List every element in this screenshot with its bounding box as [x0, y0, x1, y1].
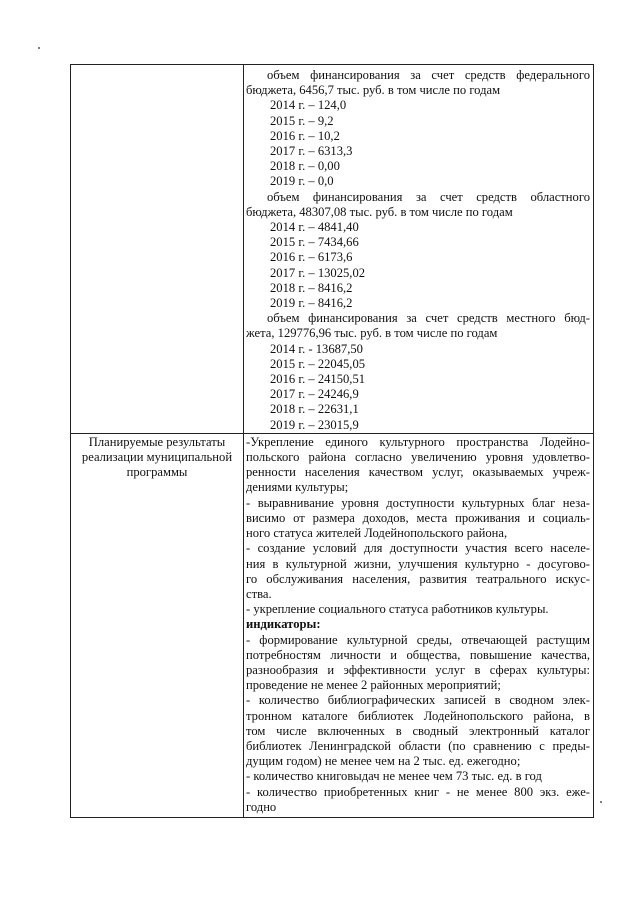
results-text-line: дущим годом) не менее чем на 2 тыс. ед. ежегодно; — [246, 754, 521, 769]
results-label — [71, 434, 243, 481]
results-label-cell — [71, 433, 244, 817]
funding-year-regional: 2016 г. – 6173,6 — [270, 250, 353, 265]
funding-year-regional: 2019 г. – 8416,2 — [270, 296, 353, 311]
results-text-line: тронном каталоге библиотек Лодейнопольского района, в — [246, 708, 590, 723]
funding-year-regional: 2018 г. – 8416,2 — [270, 280, 353, 295]
indicators-heading: индикаторы: — [246, 617, 321, 632]
funding-label-cell — [71, 65, 244, 434]
results-text-line: висимо от размера доходов, места проживания и социаль- — [246, 510, 590, 525]
results-text-line: - формирование культурной среды, отвечающей растущим — [246, 632, 590, 647]
results-text-line: ного статуса жителей Лодейнопольского района, — [246, 526, 508, 541]
results-text-line: том числе включенных в сводный электронный каталог — [246, 723, 590, 738]
funding-year-federal: 2018 г. – 0,00 — [270, 159, 340, 174]
funding-year-local: 2017 г. – 24246,9 — [270, 387, 359, 402]
funding-row — [71, 65, 594, 434]
funding-year-federal: 2019 г. – 0,0 — [270, 174, 334, 189]
scan-speck — [38, 47, 40, 49]
results-text-line: библиотек Ленинградской области (по сравнению с преды- — [246, 738, 590, 753]
funding-year-local: 2018 г. – 22631,1 — [270, 402, 359, 417]
results-text-line: польского района согласно увеличению уровня удовлетво- — [246, 450, 590, 465]
program-passport-table — [70, 64, 594, 818]
results-text-line: ния в культурной жизни, улучшения культурно - досугово- — [246, 556, 590, 571]
funding-year-regional: 2014 г. – 4841,40 — [270, 220, 359, 235]
funding-heading-regional: объем финансирования за счет средств областного — [267, 189, 590, 204]
funding-year-local: 2014 г. - 13687,50 — [270, 341, 363, 356]
results-block — [244, 434, 593, 817]
results-label-line: реализации муниципальной — [81, 450, 233, 465]
funding-year-federal: 2014 г. – 124,0 — [270, 98, 347, 113]
results-text-line: годно — [246, 799, 277, 814]
results-text-line: ства. — [246, 586, 272, 601]
results-text-line: - укрепление социального статуса работников культуры. — [246, 602, 549, 617]
funding-year-federal: 2016 г. – 10,2 — [270, 128, 340, 143]
funding-year-federal: 2017 г. – 6313,3 — [270, 144, 353, 159]
funding-year-local: 2016 г. – 24150,51 — [270, 372, 366, 387]
results-text-line: ренности населения качеством услуг, оказываемых учреж- — [246, 465, 590, 480]
funding-year-regional: 2017 г. – 13025,02 — [270, 265, 366, 280]
funding-cell — [244, 65, 594, 434]
funding-year-local: 2019 г. – 23015,9 — [270, 417, 359, 432]
results-cell — [244, 433, 594, 817]
funding-total-regional: бюджета, 48307,08 тыс. руб. в том числе по годам — [246, 204, 513, 219]
results-row — [71, 433, 594, 817]
results-text-line: дениями культуры; — [246, 480, 349, 495]
results-text-line: - количество библиографических записей в сводном элек- — [246, 693, 590, 708]
results-text-line: разнообразия и эффективности услуг в сферах культуры: — [246, 662, 590, 677]
funding-year-federal: 2015 г. – 9,2 — [270, 113, 334, 128]
funding-total-local: жета, 129776,96 тыс. руб. в том числе по годам — [246, 326, 498, 341]
results-text-line: - количество приобретенных книг - не менее 800 экз. еже- — [246, 784, 590, 799]
results-label-line: программы — [126, 465, 188, 480]
results-text-line: проведение не менее 2 районных мероприятий; — [246, 678, 501, 693]
results-text-line: - выравнивание уровня доступности культурных благ неза- — [246, 495, 590, 510]
funding-heading-local: объем финансирования за счет средств местного бюд- — [267, 311, 590, 326]
scan-speck — [600, 801, 602, 803]
funding-heading-federal: объем финансирования за счет средств федерального — [267, 68, 590, 82]
results-text-line: потребностям личности и общества, повышение качества, — [246, 647, 590, 662]
results-text-line: -Укрепление единого культурного пространства Лодейно- — [246, 434, 590, 449]
funding-total-federal: бюджета, 6456,7 тыс. руб. в том числе по годам — [246, 83, 501, 98]
funding-year-regional: 2015 г. – 7434,66 — [270, 235, 359, 250]
results-label-line: Планируемые результаты — [88, 434, 226, 449]
results-text-line: го обслуживания населения, развития театрального искус- — [246, 571, 590, 586]
funding-year-local: 2015 г. – 22045,05 — [270, 356, 366, 371]
results-text-line: - создание условий для доступности участия всего населе- — [246, 541, 590, 556]
funding-block — [244, 65, 593, 433]
results-text-line: - количество книговыдач не менее чем 73 тыс. ед. в год — [246, 769, 542, 784]
